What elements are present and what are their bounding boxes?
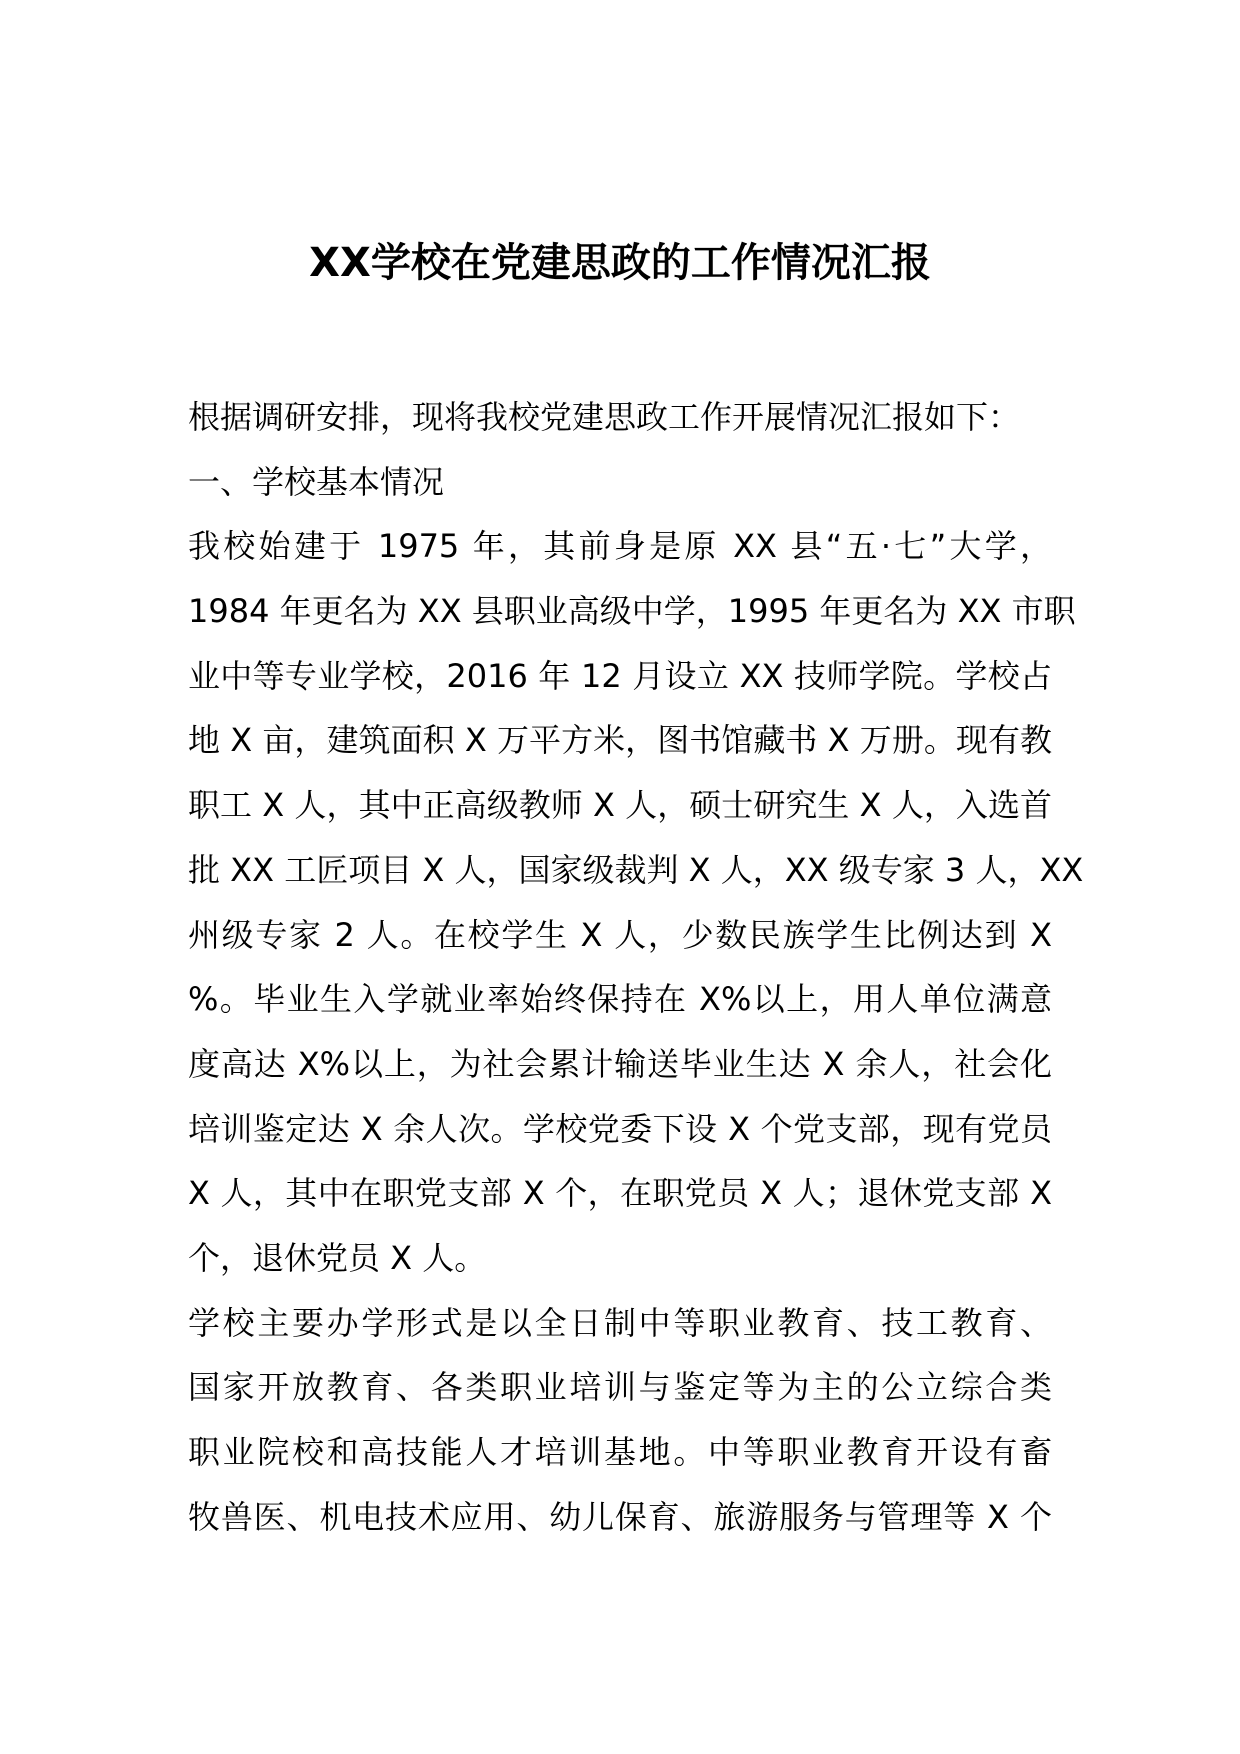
text-line: %。毕业生入学就业率始终保持在 X%以上，用人单位满意 [188, 980, 1052, 1019]
text-line: 职业院校和高技能人才培训基地。中等职业教育开设有畜 [188, 1433, 1052, 1471]
text-line: 批 XX 工匠项目 X 人，国家级裁判 X 人，XX 级专家 3 人，XX [188, 850, 1084, 889]
text-line: 我校始建于 1975 年，其前身是原 XX 县“五·七”大学， [188, 527, 1052, 566]
text-line: 根据调研安排，现将我校党建思政工作开展情况汇报如下： [188, 398, 1021, 436]
paragraph [188, 1291, 1052, 1550]
text-line: 业中等专业学校，2016 年 12 月设立 XX 技师学院。学校占 [188, 656, 1052, 695]
text-line: 一、学校基本情况 [188, 462, 445, 501]
text-line: X 人，其中在职党支部 X 个，在职党员 X 人；退休党支部 X [188, 1174, 1052, 1213]
text-line: 学校主要办学形式是以全日制中等职业教育、技工教育、 [188, 1303, 1052, 1342]
paragraph [188, 385, 1052, 450]
document-body [188, 385, 1084, 1549]
text-line: 牧兽医、机电技术应用、幼儿保育、旅游服务与管理等 X 个 [188, 1497, 1052, 1536]
text-line: 1984 年更名为 XX 县职业高级中学，1995 年更名为 XX 市职 [188, 592, 1076, 631]
text-line: 度高达 X%以上，为社会累计输送毕业生达 X 余人，社会化 [188, 1044, 1052, 1083]
text-line: 培训鉴定达 X 余人次。学校党委下设 X 个党支部，现有党员 [188, 1109, 1052, 1148]
text-line: 地 X 亩，建筑面积 X 万平方米，图书馆藏书 X 万册。现有教 [188, 721, 1052, 760]
document-title: XX学校在党建思政的工作情况汇报 [309, 239, 931, 286]
text-line: 国家开放教育、各类职业培训与鉴定等为主的公立综合类 [188, 1368, 1052, 1407]
paragraph [188, 450, 1052, 515]
text-line: 职工 X 人，其中正高级教师 X 人，硕士研究生 X 人，入选首 [188, 786, 1052, 825]
text-line: 个，退休党员 X 人。 [188, 1238, 487, 1277]
paragraph [188, 514, 1084, 1290]
text-line: 州级专家 2 人。在校学生 X 人，少数民族学生比例达到 X [188, 915, 1052, 954]
